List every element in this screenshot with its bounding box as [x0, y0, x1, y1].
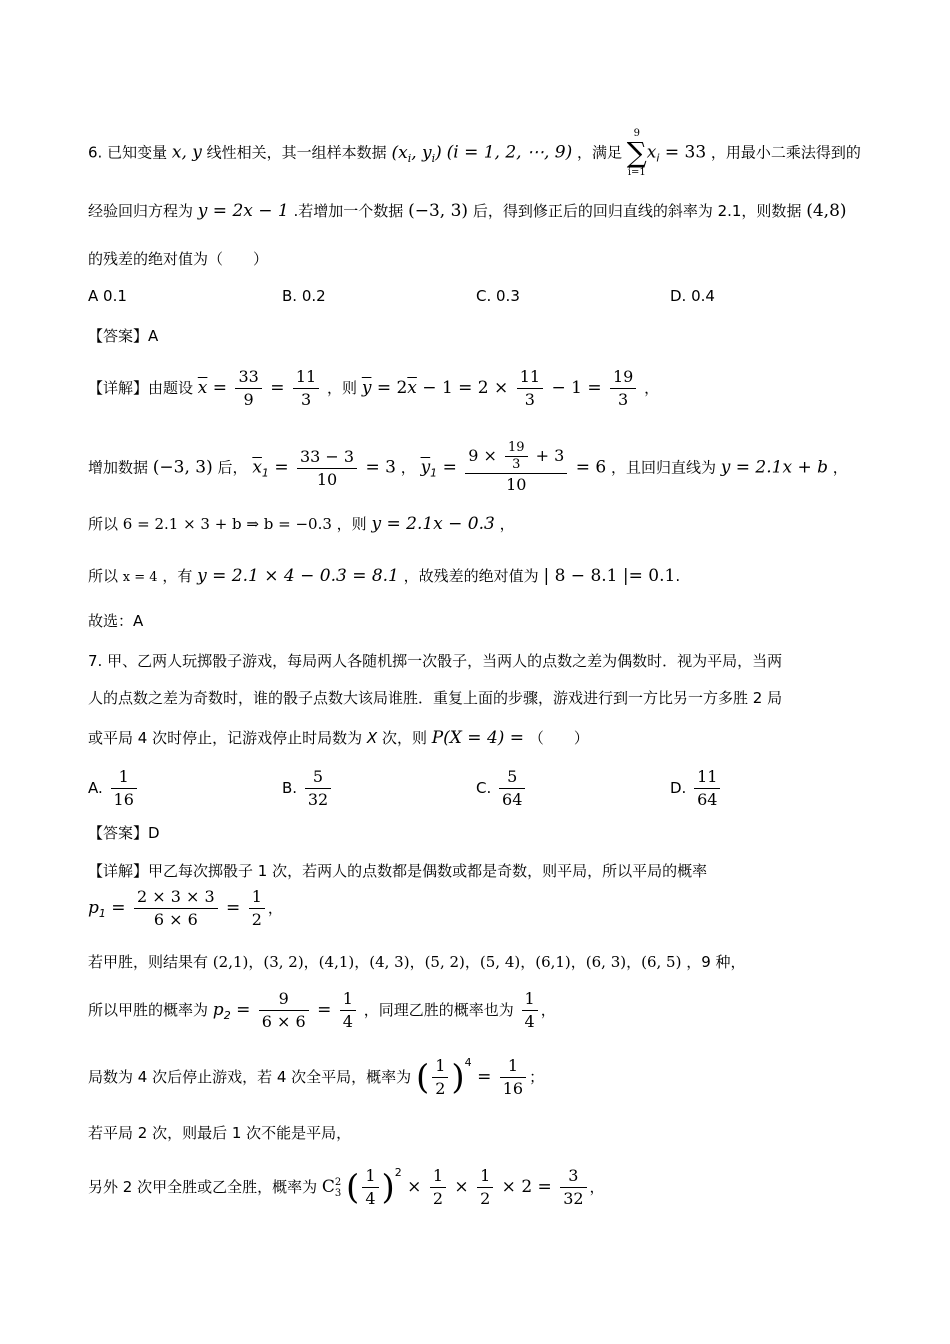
fraction — [297, 446, 357, 491]
den: 2 — [251, 910, 262, 929]
text: ， — [644, 379, 660, 397]
den: 4 — [524, 1012, 535, 1031]
q7-answer: 【答案】D — [88, 824, 160, 842]
fraction — [694, 766, 720, 811]
q7-detail-line1: 【详解】甲乙每次掷骰子 1 次，若两人的点数都是偶数或都是奇数，则平局，所以平局的概率 — [88, 862, 708, 880]
sum-top: 9 — [633, 128, 640, 139]
label: B. — [282, 779, 298, 797]
text: 所以 — [88, 567, 119, 585]
sup: 2 — [334, 1176, 342, 1188]
q6-choose: 故选：A — [88, 612, 144, 630]
paren: ) — [381, 1167, 395, 1208]
text: 6. 已知变量 — [88, 143, 168, 162]
fraction — [249, 886, 265, 931]
text: ， — [499, 515, 515, 533]
q7-detail-line2 — [88, 886, 870, 931]
q7-detail-line5 — [88, 1055, 870, 1100]
fraction — [499, 766, 525, 811]
math: 1 — [261, 466, 269, 480]
text: 经验回归方程为 — [88, 202, 194, 220]
q6-option-d: D. 0.4 — [670, 287, 715, 305]
paren: ( — [346, 1167, 360, 1208]
num: 33 — [235, 366, 261, 389]
math: × — [449, 1177, 475, 1197]
text: ， — [267, 899, 283, 917]
num: 3 — [560, 1165, 586, 1188]
den: 10 — [506, 475, 527, 494]
den: 6 × 6 — [153, 910, 198, 929]
num — [465, 440, 567, 474]
num: 1 — [477, 1165, 493, 1188]
m: (x — [391, 142, 408, 163]
math: $\overline{x}$ — [407, 378, 417, 398]
math: = — [105, 898, 131, 918]
text: 增加数据 — [88, 458, 149, 477]
den: 3 — [618, 390, 629, 409]
num: 5 — [499, 766, 525, 789]
den: 9 — [243, 390, 254, 409]
q7-stem-line1: 7. 甲、乙两人玩掷骰子游戏，每局两人各随机掷一次骰子，当两人的点数之差为偶数时．视为平局，当两 — [88, 652, 783, 670]
q7-detail-line7 — [88, 1165, 870, 1210]
summation — [627, 128, 647, 178]
text: 局数为 4 次后停止游戏，若 4 次全平局，概率为 — [88, 1068, 412, 1086]
q7-stem-line2: 人的点数之差为奇数时，谁的骰子点数大该局谁胜．重复上面的步骤，游戏进行到一方比另一方多胜 2 局 — [88, 689, 783, 707]
num: 1 — [432, 1055, 448, 1078]
q7-option-d — [670, 766, 723, 811]
fraction — [340, 988, 356, 1033]
num: 1 — [500, 1055, 526, 1078]
fraction — [517, 366, 543, 411]
q6-answer: 【答案】A — [88, 327, 159, 345]
num: 1 — [340, 988, 356, 1011]
text: ，故残差的绝对值为 — [403, 567, 539, 585]
label: C. — [476, 779, 492, 797]
den: 6 × 6 — [261, 1012, 306, 1031]
num: 1 — [430, 1165, 446, 1188]
math: x, y — [171, 142, 202, 163]
num: 33 − 3 — [297, 446, 357, 469]
q6-detail-line2 — [88, 440, 870, 496]
math: = — [471, 1067, 497, 1087]
text: 线性相关，其一组样本数据 — [206, 143, 387, 162]
num: 1 — [111, 766, 137, 789]
text: ； — [529, 1068, 545, 1086]
num: 2 × 3 × 3 — [134, 886, 218, 909]
q7-stem-line3 — [88, 727, 870, 748]
text: ， — [832, 458, 848, 477]
math: 1 — [430, 466, 438, 480]
num-part: + 3 — [530, 446, 565, 465]
math: p — [212, 1000, 224, 1020]
q7-detail-line6: 若平局 2 次，则最后 1 次不能是平局， — [88, 1124, 352, 1142]
math: = 33 — [659, 142, 707, 163]
math: $\overline{x}$ — [252, 457, 262, 478]
math: C — [321, 1177, 335, 1197]
math: $\overline{y}$ — [361, 378, 372, 398]
m: ) — [435, 142, 442, 163]
text: . — [675, 567, 681, 585]
math: = 2 — [371, 378, 408, 398]
math: y = 2.1x − 0.3 — [371, 514, 495, 534]
math: = — [268, 457, 294, 478]
q6-detail-line4 — [88, 565, 870, 586]
text: ，有 — [162, 567, 193, 585]
text: ，用最小二乘法得到的 — [710, 143, 861, 162]
q7-detail-line4 — [88, 988, 870, 1033]
q7-option-a — [88, 766, 140, 811]
math: p — [88, 898, 99, 918]
math: 2 — [223, 1009, 231, 1022]
q6-stem-line3: 的残差的绝对值为（ ） — [88, 250, 269, 268]
fraction — [500, 1055, 526, 1100]
m: i — [431, 151, 436, 165]
math: 1 — [98, 907, 106, 920]
q6-option-b: B. 0.2 — [282, 287, 326, 305]
fraction — [430, 1165, 446, 1210]
den: 3 — [524, 390, 535, 409]
num: 1 — [249, 886, 265, 909]
q6-detail-line3 — [88, 513, 870, 534]
math: = 6 — [570, 457, 607, 478]
fraction — [432, 1055, 448, 1100]
math: 6 = 2.1 × 3 + b ⇒ b = −0.3 — [122, 515, 332, 533]
text: ，且回归直线为 — [610, 458, 716, 477]
fraction — [362, 1165, 378, 1210]
num: 5 — [305, 766, 331, 789]
text: ，同理乙胜的概率也为 — [363, 1001, 514, 1019]
fraction — [305, 766, 331, 811]
text: ， — [400, 458, 416, 477]
math: = — [220, 898, 246, 918]
m: , y — [411, 142, 432, 163]
q6-option-a: A 0.1 — [88, 287, 127, 305]
math-range: (i = 1, 2, ⋯, 9) — [446, 142, 573, 163]
fraction — [111, 766, 137, 811]
q6-option-c: C. 0.3 — [476, 287, 520, 305]
den: 4 — [365, 1189, 376, 1208]
label: A. — [88, 779, 103, 797]
text: 次，则 — [381, 729, 427, 747]
num: 19 — [610, 366, 636, 389]
math: − 1 = — [546, 378, 607, 398]
text: ，满足 — [577, 143, 623, 162]
math: (4,8) — [806, 201, 847, 221]
paren: ) — [451, 1057, 465, 1098]
math: i — [656, 151, 660, 165]
math: y = 2x − 1 — [197, 201, 289, 221]
label: D. — [670, 779, 687, 797]
math: = 3 — [360, 457, 396, 478]
sub: 3 — [334, 1187, 342, 1199]
text: 另外 2 次甲全胜或乙全胜，概率为 — [88, 1178, 318, 1196]
den: 3 — [300, 390, 312, 409]
math: (−3, 3) — [408, 201, 469, 221]
text: .若增加一个数据 — [293, 202, 404, 220]
text: ， — [540, 1001, 556, 1019]
text: 后，得到修正后的回归直线的斜率为 2.1，则数据 — [472, 202, 802, 220]
text: ，9 种， — [686, 953, 746, 971]
fraction — [134, 886, 218, 931]
num: 1 — [362, 1165, 378, 1188]
q6-detail-line1: 【详解】由题设 $\overline{x}$ = $\frac{33}{9}$ = $\frac{11}{3}$ ，则 $\overline{y} = 2\overline{x} - 1 = 2$ × $\frac{11}{3}$ − 1 = $\frac{19}{3}$ ， — [88, 367, 660, 409]
num-part: 9 × — [468, 446, 502, 465]
m: i — [407, 151, 412, 165]
text: （ ） — [528, 729, 589, 747]
fraction — [522, 988, 538, 1033]
text: 若甲胜，则结果有 — [88, 953, 209, 971]
den: 3 — [512, 457, 521, 472]
den: 32 — [563, 1189, 584, 1208]
fraction — [560, 1165, 586, 1210]
den: 64 — [502, 790, 523, 809]
math: = — [311, 1000, 337, 1020]
math: − 1 = 2 × — [416, 378, 514, 398]
math: = — [207, 378, 233, 398]
den: 64 — [697, 790, 718, 809]
num: 1 — [522, 988, 538, 1011]
num: 11 — [517, 366, 543, 389]
text: ，则 — [327, 379, 358, 397]
fraction — [259, 988, 309, 1033]
num: 11 — [293, 366, 319, 389]
math: y = 2.1x + b — [720, 457, 828, 478]
num: 11 — [694, 766, 720, 789]
fraction — [293, 366, 319, 411]
text: 【详解】由题设 — [88, 379, 194, 397]
math: (2,1)，(3, 2)，(4,1)，(4, 3)，(5, 2)，(5, 4)，(6,1)，(6, 3)，(6, 5) — [212, 953, 682, 971]
math: (−3, 3) — [152, 457, 213, 478]
q7-detail-line3 — [88, 951, 870, 972]
math: x — [646, 142, 657, 163]
math-pair — [391, 143, 441, 163]
den: 16 — [113, 790, 134, 809]
paren: ( — [415, 1057, 430, 1098]
num: 19 — [505, 440, 528, 457]
sum-bottom: i=1 — [627, 167, 646, 178]
text: ， — [589, 1178, 605, 1196]
q7-option-c — [476, 766, 528, 811]
math: X — [366, 729, 378, 747]
math: $\overline{x}$ — [197, 378, 208, 398]
den: 2 — [432, 1189, 444, 1208]
den: 10 — [316, 469, 338, 489]
text: 所以 — [88, 515, 119, 533]
inner-fraction — [505, 440, 528, 473]
q6-stem-line1 — [88, 128, 870, 178]
exponent: 4 — [464, 1056, 472, 1069]
math: = — [230, 1000, 256, 1020]
math: × 2 = — [496, 1177, 558, 1197]
text: 所以甲胜的概率为 — [88, 1001, 209, 1019]
den: 2 — [480, 1189, 491, 1208]
fraction — [610, 366, 636, 411]
math: × — [401, 1177, 427, 1197]
text: ，则 — [336, 515, 367, 533]
den: 4 — [342, 1012, 353, 1031]
den: 2 — [435, 1079, 446, 1098]
math: x = 4 — [122, 570, 158, 585]
sum-sigma: ∑ — [626, 136, 647, 169]
c-indices — [335, 1177, 341, 1199]
fraction-nested — [465, 440, 567, 496]
math: P(X = 4) = — [431, 728, 525, 748]
text: 或平局 4 次时停止，记游戏停止时局数为 — [88, 729, 363, 747]
fraction — [477, 1165, 493, 1210]
math: | 8 − 8.1 |= 0.1 — [543, 566, 676, 586]
math: y = 2.1 × 4 − 0.3 = 8.1 — [197, 566, 399, 586]
math: $\overline{y}$ — [420, 457, 431, 478]
den: 16 — [502, 1079, 524, 1098]
text: 后， — [217, 458, 248, 477]
den: 32 — [307, 790, 329, 809]
fraction — [235, 366, 261, 411]
num: 9 — [259, 988, 309, 1011]
q7-option-b — [282, 766, 334, 811]
exponent: 2 — [394, 1166, 402, 1179]
math: = — [437, 457, 463, 478]
q6-stem-line2 — [88, 200, 870, 221]
